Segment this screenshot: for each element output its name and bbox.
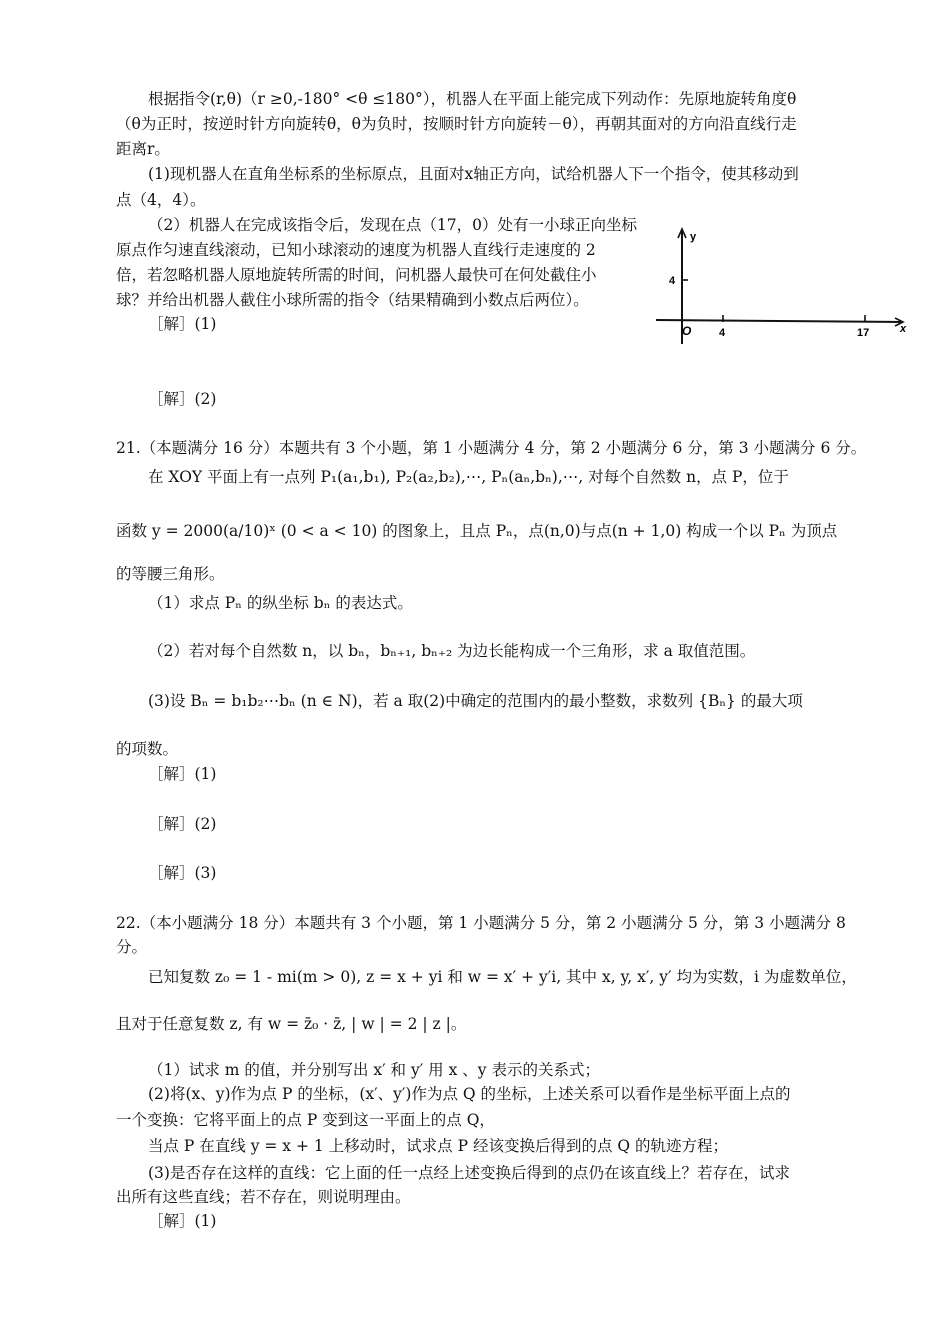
q22-answer-1: ［解］(1) (148, 1212, 217, 1230)
q22-sub-2-line-1: (2)将(x、y)作为点 P 的坐标，(x′、y′)作为点 Q 的坐标，上述关系可以看作是坐标平面上点的 (148, 1085, 791, 1103)
x-axis-label: x (900, 323, 907, 335)
q21-answer-2: ［解］(2) (148, 815, 217, 833)
tick-x-17-label: 17 (857, 327, 870, 339)
q20-intro-line-3: 距离r。 (116, 140, 170, 158)
q21-line-1: 在 XOY 平面上有一点列 P₁(a₁,b₁), P₂(a₂,b₂),⋯, Pₙ(aₙ,bₙ),⋯, 对每个自然数 n，点 P，位于 (148, 468, 789, 486)
q22-heading-line-1: 22.（本小题满分 18 分）本题共有 3 个小题，第 1 小题满分 5 分，第 2 小题满分 5 分，第 3 小题满分 8 (116, 914, 846, 932)
q21-sub-3-line-1: (3)设 Bₙ = b₁b₂⋯bₙ (n ∈ N)，若 a 取(2)中确定的范围内的最小整数，求数列 {Bₙ} 的最大项 (148, 692, 803, 710)
q20-part2-line-4: 球？并给出机器人截住小球所需的指令（结果精确到小数点后两位）。 (116, 291, 589, 309)
q22-sub-2-line-2: 一个变换：它将平面上的点 P 变到这一平面上的点 Q， (116, 1111, 495, 1129)
q21-sub-2: （2）若对每个自然数 n，以 bₙ，bₙ₊₁, bₙ₊₂ 为边长能构成一个三角形，求 a 取值范围。 (148, 642, 756, 660)
q21-sub-3-line-2: 的项数。 (116, 740, 179, 758)
q20-part1-line-2: 点（4，4）。 (116, 191, 206, 209)
q21-heading: 21.（本题满分 16 分）本题共有 3 个小题，第 1 小题满分 4 分，第 2 小题满分 6 分，第 3 小题满分 6 分。 (116, 439, 867, 457)
q20-part2-line-1: （2）机器人在完成该指令后，发现在点（17，0）处有一小球正向坐标 (148, 216, 637, 234)
coordinate-figure (652, 222, 914, 348)
q21-answer-3: ［解］(3) (148, 864, 217, 882)
q20-answer-2: ［解］(2) (148, 390, 217, 408)
q20-part2-line-2: 原点作匀速直线滚动，已知小球滚动的速度为机器人直线行走速度的 2 (116, 241, 596, 259)
q22-sub-2-line-3: 当点 P 在直线 y = x + 1 上移动时，试求点 P 经该变换后得到的点 Q 的轨迹方程； (148, 1137, 729, 1155)
q22-sub-3-line-2: 出所有这些直线；若不存在，则说明理由。 (116, 1188, 411, 1206)
q22-heading-line-2: 分。 (116, 938, 148, 956)
q22-line-1: 已知复数 z₀ = 1 - mi(m > 0), z = x + yi 和 w = x′ + y′i, 其中 x, y, x′, y′ 均为实数，i 为虚数单位， (148, 968, 857, 986)
tick-y-4-label: 4 (669, 275, 676, 287)
tick-x-4-label: 4 (719, 327, 726, 339)
q22-sub-1: （1）试求 m 的值，并分别写出 x′ 和 y′ 用 x 、y 表示的关系式； (148, 1061, 600, 1079)
q22-sub-3-line-1: (3)是否存在这样的直线：它上面的任一点经上述变换后得到的点仍在该直线上？若存在，试求 (148, 1164, 790, 1182)
y-axis-label: y (690, 231, 697, 243)
origin-label: O (682, 324, 692, 338)
q20-answer-1: ［解］(1) (148, 315, 217, 333)
q20-intro-line-2: （θ为正时，按逆时针方向旋转θ，θ为负时，按顺时针方向旋转－θ），再朝其面对的方向沿直线行走 (116, 115, 797, 133)
q20-part2-line-3: 倍，若忽略机器人原地旋转所需的时间，问机器人最快可在何处截住小 (116, 266, 597, 284)
q21-line-3: 的等腰三角形。 (116, 565, 225, 583)
q22-line-2: 且对于任意复数 z, 有 w = z̄₀ · z̄, | w | = 2 | z |。 (116, 1015, 467, 1033)
q20-intro-line-1: 根据指令(r,θ)（r ≥0,-180° <θ ≤180°），机器人在平面上能完成下列动作：先原地旋转角度θ (148, 90, 797, 108)
q21-answer-1: ［解］(1) (148, 765, 217, 783)
q21-sub-1: （1）求点 Pₙ 的纵坐标 bₙ 的表达式。 (148, 594, 413, 612)
q20-part1-line-1: (1)现机器人在直角坐标系的坐标原点，且面对x轴正方向，试给机器人下一个指令，使其移动到 (148, 165, 799, 183)
q21-line-2: 函数 y = 2000(a/10)ˣ (0 < a < 10) 的图象上，且点 Pₙ，点(n,0)与点(n + 1,0) 构成一个以 Pₙ 为顶点 (116, 522, 838, 540)
